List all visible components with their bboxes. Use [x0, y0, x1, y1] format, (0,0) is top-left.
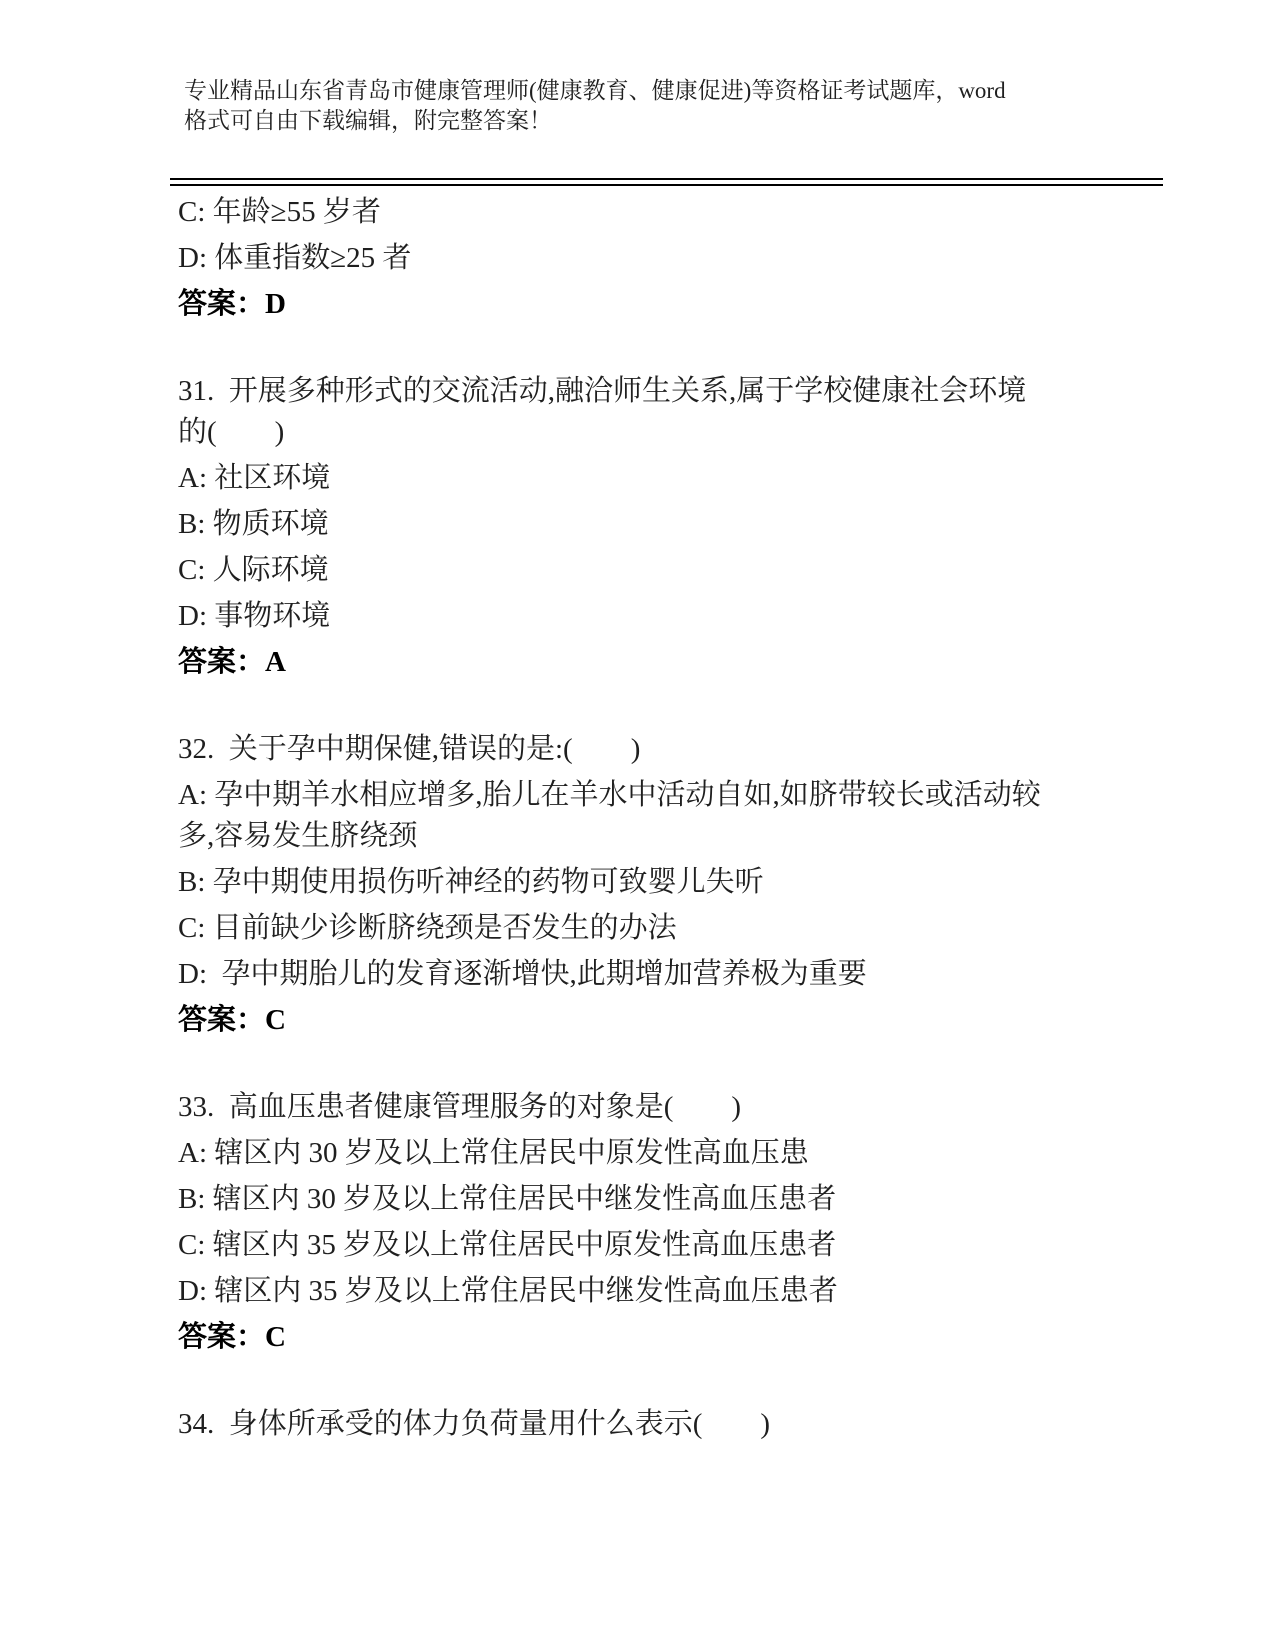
text-line: 答案：A [178, 646, 286, 678]
header-rule [170, 178, 1163, 186]
text-line: C: 年龄≥55 岁者 [178, 196, 381, 228]
option-text [178, 862, 1118, 903]
text-line: B: 辖区内 30 岁及以上常住居民中继发性高血压患者 [178, 1183, 837, 1215]
option-text [178, 550, 1118, 591]
text-line: 32. 关于孕中期保健,错误的是:( ) [178, 733, 641, 765]
text-line: D: 事物环境 [178, 600, 331, 632]
answer-text [178, 284, 1118, 325]
option-text [178, 192, 1118, 233]
header-line-2: 格式可自由下载编辑，附完整答案！ [184, 108, 552, 133]
option-text [178, 1271, 1118, 1312]
page-header [184, 76, 1109, 136]
question-list [178, 192, 1118, 1450]
text-line: 答案：C [178, 1004, 286, 1036]
text-line: C: 辖区内 35 岁及以上常住居民中原发性高血压患者 [178, 1229, 837, 1261]
text-line: 多,容易发生脐绕颈 [178, 820, 418, 852]
text-line: D: 辖区内 35 岁及以上常住居民中继发性高血压患者 [178, 1275, 838, 1307]
question-text [178, 1404, 1118, 1445]
option-text [178, 954, 1118, 995]
question-text [178, 729, 1118, 770]
option-text [178, 238, 1118, 279]
option-text [178, 596, 1118, 637]
option-text [178, 908, 1118, 949]
question-text [178, 371, 1118, 453]
text-line: D: 孕中期胎儿的发育逐渐增快,此期增加营养极为重要 [178, 958, 867, 990]
header-line-1: 专业精品山东省青岛市健康管理师(健康教育、健康促进)等资格证考试题库，word [184, 78, 1006, 103]
option-text [178, 504, 1118, 545]
text-line: 33. 高血压患者健康管理服务的对象是( ) [178, 1091, 742, 1123]
answer-text [178, 642, 1118, 683]
text-line: B: 物质环境 [178, 508, 329, 540]
text-line: 答案：D [178, 288, 286, 320]
text-line: C: 目前缺少诊断脐绕颈是否发生的办法 [178, 912, 677, 944]
option-text [178, 458, 1118, 499]
option-text [178, 1133, 1118, 1174]
text-line: 31. 开展多种形式的交流活动,融洽师生关系,属于学校健康社会环境 [178, 375, 1027, 407]
text-line: 的( ) [178, 416, 285, 448]
option-text [178, 775, 1118, 857]
text-line: A: 社区环境 [178, 462, 331, 494]
option-text [178, 1179, 1118, 1220]
text-line: 答案：C [178, 1321, 286, 1353]
text-line: B: 孕中期使用损伤听神经的药物可致婴儿失听 [178, 866, 764, 898]
option-text [178, 1225, 1118, 1266]
text-line: C: 人际环境 [178, 554, 329, 586]
answer-text [178, 1317, 1118, 1358]
answer-text [178, 1000, 1118, 1041]
text-line: D: 体重指数≥25 者 [178, 242, 412, 274]
text-line: A: 孕中期羊水相应增多,胎儿在羊水中活动自如,如脐带较长或活动较 [178, 779, 1041, 811]
text-line: A: 辖区内 30 岁及以上常住居民中原发性高血压患 [178, 1137, 809, 1169]
question-text [178, 1087, 1118, 1128]
text-line: 34. 身体所承受的体力负荷量用什么表示( ) [178, 1408, 771, 1440]
